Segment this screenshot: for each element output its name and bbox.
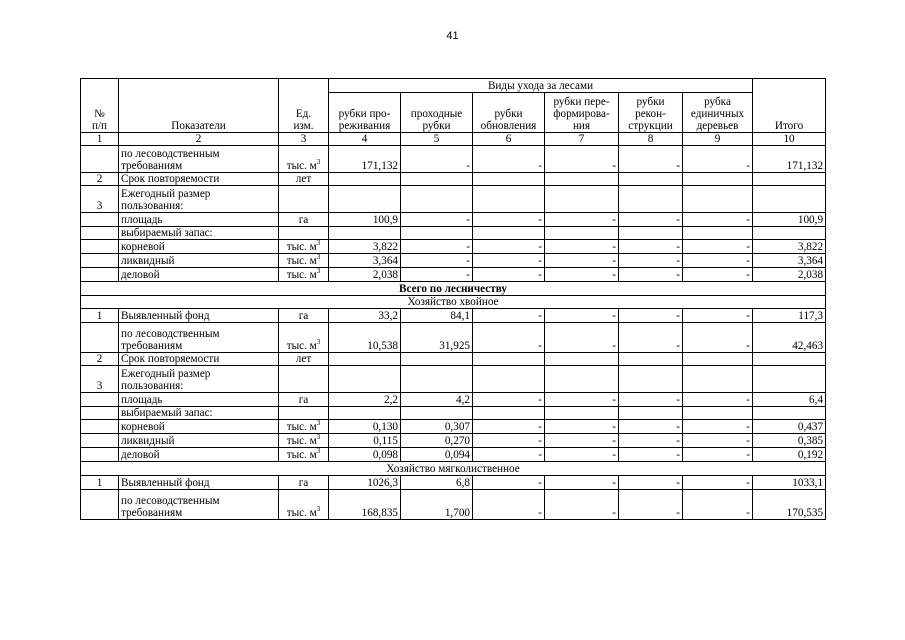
unit-cell: га bbox=[279, 393, 329, 407]
value-cell: 4,2 bbox=[401, 393, 473, 407]
value-cell: - bbox=[401, 268, 473, 282]
unit-cell: га bbox=[279, 213, 329, 227]
value-cell: - bbox=[545, 309, 619, 323]
value-cell: - bbox=[473, 448, 545, 462]
value-cell: - bbox=[473, 309, 545, 323]
value-cell: - bbox=[473, 434, 545, 448]
value-cell: - bbox=[545, 393, 619, 407]
total-cell: 6,4 bbox=[753, 393, 826, 407]
column-numbers-row bbox=[81, 133, 826, 146]
value-cell: 10,538 bbox=[329, 323, 401, 353]
value-cell: - bbox=[401, 213, 473, 227]
value-cell: 0,270 bbox=[401, 434, 473, 448]
total-cell: 171,132 bbox=[753, 146, 826, 173]
value-cell: - bbox=[401, 254, 473, 268]
total-cell: 0,192 bbox=[753, 448, 826, 462]
value-cell: 1,700 bbox=[401, 490, 473, 520]
value-cell: 2,2 bbox=[329, 393, 401, 407]
header-col-single-trees: рубка единичных деревьев bbox=[683, 93, 753, 133]
unit-cell: лет bbox=[279, 353, 329, 366]
value-cell: - bbox=[619, 213, 683, 227]
row-num: 3 bbox=[81, 186, 119, 213]
table-row bbox=[81, 186, 826, 213]
value-cell: - bbox=[473, 323, 545, 353]
value-cell: - bbox=[545, 434, 619, 448]
header-col-renewal: рубки обновления bbox=[473, 93, 545, 133]
row-label: Ежегодный размер пользования: bbox=[119, 186, 279, 213]
row-label: выбираемый запас: bbox=[119, 227, 279, 240]
row-label: площадь bbox=[119, 213, 279, 227]
value-cell: - bbox=[619, 420, 683, 434]
table-row bbox=[81, 254, 826, 268]
value-cell: 0,094 bbox=[401, 448, 473, 462]
row-label: Выявленный фонд bbox=[119, 309, 279, 323]
value-cell: - bbox=[473, 213, 545, 227]
value-cell: - bbox=[473, 420, 545, 434]
col-number: 1 bbox=[81, 133, 119, 146]
value-cell: 0,307 bbox=[401, 420, 473, 434]
value-cell: - bbox=[545, 213, 619, 227]
unit-cell: га bbox=[279, 476, 329, 490]
value-cell: 168,835 bbox=[329, 490, 401, 520]
unit-cell: лет bbox=[279, 173, 329, 186]
row-label: по лесоводственным требованиям bbox=[119, 323, 279, 353]
unit-cell: тыс. $м^3$ bbox=[279, 323, 329, 353]
page-number: 41 bbox=[446, 30, 459, 42]
table-row bbox=[81, 309, 826, 323]
value-cell: 0,130 bbox=[329, 420, 401, 434]
unit-cell: тыс. $м^3$ bbox=[279, 268, 329, 282]
row-label: по лесоводственным требованиям bbox=[119, 490, 279, 520]
value-cell: - bbox=[545, 476, 619, 490]
value-cell: - bbox=[473, 490, 545, 520]
value-cell: 3,822 bbox=[329, 240, 401, 254]
total-cell: 3,822 bbox=[753, 240, 826, 254]
value-cell: - bbox=[619, 476, 683, 490]
section-title-coniferous: Хозяйство хвойное bbox=[81, 296, 826, 309]
col-number: 8 bbox=[619, 133, 683, 146]
value-cell: - bbox=[473, 254, 545, 268]
table-row bbox=[81, 268, 826, 282]
value-cell: - bbox=[473, 476, 545, 490]
value-cell: - bbox=[683, 213, 753, 227]
unit-cell: тыс. $м^3$ bbox=[279, 490, 329, 520]
row-num: 1 bbox=[81, 309, 119, 323]
value-cell: - bbox=[683, 476, 753, 490]
table-row bbox=[81, 213, 826, 227]
total-cell: 42,463 bbox=[753, 323, 826, 353]
col-number: 3 bbox=[279, 133, 329, 146]
value-cell: - bbox=[683, 434, 753, 448]
total-cell: 1033,1 bbox=[753, 476, 826, 490]
row-label: площадь bbox=[119, 393, 279, 407]
value-cell: - bbox=[545, 254, 619, 268]
row-label: по лесоводственным требованиям bbox=[119, 146, 279, 173]
header-unit: Ед. изм. bbox=[279, 79, 329, 133]
row-label: деловой bbox=[119, 448, 279, 462]
table-row bbox=[81, 240, 826, 254]
row-label: ликвидный bbox=[119, 254, 279, 268]
header-col-passing: проходные рубки bbox=[401, 93, 473, 133]
unit-cell: тыс. $м^3$ bbox=[279, 254, 329, 268]
value-cell: 0,115 bbox=[329, 434, 401, 448]
value-cell: 33,2 bbox=[329, 309, 401, 323]
value-cell: 84,1 bbox=[401, 309, 473, 323]
value-cell: - bbox=[683, 240, 753, 254]
col-number: 5 bbox=[401, 133, 473, 146]
value-cell: - bbox=[683, 448, 753, 462]
value-cell: 171,132 bbox=[329, 146, 401, 173]
section-title-softwood: Хозяйство мягколиственное bbox=[81, 462, 826, 476]
table-row bbox=[81, 366, 826, 393]
col-number: 10 bbox=[753, 133, 826, 146]
table-row bbox=[81, 323, 826, 353]
row-label: Срок повторяемости bbox=[119, 353, 279, 366]
unit-cell: тыс. $м^3$ bbox=[279, 240, 329, 254]
total-cell: 170,535 bbox=[753, 490, 826, 520]
table-row bbox=[81, 353, 826, 366]
value-cell: 6,8 bbox=[401, 476, 473, 490]
total-cell: 0,437 bbox=[753, 420, 826, 434]
value-cell: 1026,3 bbox=[329, 476, 401, 490]
table-row bbox=[81, 420, 826, 434]
value-cell: 0,098 bbox=[329, 448, 401, 462]
table-row bbox=[81, 173, 826, 186]
value-cell: - bbox=[401, 240, 473, 254]
total-cell: 0,385 bbox=[753, 434, 826, 448]
value-cell: - bbox=[545, 448, 619, 462]
header-col-reformation: рубки пере- формирова- ния bbox=[545, 93, 619, 133]
col-number: 6 bbox=[473, 133, 545, 146]
value-cell: - bbox=[545, 268, 619, 282]
col-number: 9 bbox=[683, 133, 753, 146]
table-row bbox=[81, 227, 826, 240]
table-row bbox=[81, 407, 826, 420]
section-title-total: Всего по лесничеству bbox=[81, 282, 826, 296]
value-cell: - bbox=[545, 420, 619, 434]
table-row bbox=[81, 146, 826, 173]
unit-cell: тыс. $м^3$ bbox=[279, 146, 329, 173]
row-num: 2 bbox=[81, 173, 119, 186]
value-cell: 2,038 bbox=[329, 268, 401, 282]
table-row bbox=[81, 490, 826, 520]
value-cell: - bbox=[619, 490, 683, 520]
value-cell: - bbox=[683, 393, 753, 407]
value-cell: - bbox=[683, 323, 753, 353]
value-cell: - bbox=[619, 254, 683, 268]
total-cell: 117,3 bbox=[753, 309, 826, 323]
table-row bbox=[81, 448, 826, 462]
total-cell: 100,9 bbox=[753, 213, 826, 227]
value-cell: - bbox=[683, 490, 753, 520]
value-cell: - bbox=[545, 240, 619, 254]
value-cell: - bbox=[683, 309, 753, 323]
value-cell: - bbox=[683, 146, 753, 173]
row-label: Ежегодный размер пользования: bbox=[119, 366, 279, 393]
table-row bbox=[81, 476, 826, 490]
unit-cell: тыс. $м^3$ bbox=[279, 420, 329, 434]
col-number: 7 bbox=[545, 133, 619, 146]
header-indicators: Показатели bbox=[119, 79, 279, 133]
forest-care-table bbox=[80, 78, 826, 520]
row-num: 1 bbox=[81, 476, 119, 490]
value-cell: - bbox=[545, 323, 619, 353]
value-cell: - bbox=[683, 268, 753, 282]
unit-cell: тыс. $м^3$ bbox=[279, 434, 329, 448]
header-total: Итого bbox=[753, 79, 826, 133]
row-label: деловой bbox=[119, 268, 279, 282]
row-label: корневой bbox=[119, 420, 279, 434]
header-col-thinning: рубки про- реживания bbox=[329, 93, 401, 133]
value-cell: - bbox=[619, 448, 683, 462]
value-cell: 100,9 bbox=[329, 213, 401, 227]
row-num: 3 bbox=[81, 366, 119, 393]
header-num: № п/п bbox=[81, 79, 119, 133]
value-cell: - bbox=[473, 393, 545, 407]
col-number: 4 bbox=[329, 133, 401, 146]
header-care-types: Виды ухода за лесами bbox=[329, 79, 753, 93]
value-cell: - bbox=[401, 146, 473, 173]
value-cell: 31,925 bbox=[401, 323, 473, 353]
value-cell: - bbox=[619, 434, 683, 448]
row-label: Выявленный фонд bbox=[119, 476, 279, 490]
value-cell: - bbox=[683, 254, 753, 268]
unit-cell: тыс. $м^3$ bbox=[279, 448, 329, 462]
value-cell: - bbox=[619, 393, 683, 407]
value-cell: - bbox=[619, 240, 683, 254]
table-row bbox=[81, 393, 826, 407]
row-label: выбираемый запас: bbox=[119, 407, 279, 420]
row-label: корневой bbox=[119, 240, 279, 254]
value-cell: - bbox=[545, 490, 619, 520]
header-col-reconstruction: рубки рекон- струкции bbox=[619, 93, 683, 133]
value-cell: - bbox=[683, 420, 753, 434]
value-cell: - bbox=[619, 309, 683, 323]
value-cell: 3,364 bbox=[329, 254, 401, 268]
row-label: Срок повторяемости bbox=[119, 173, 279, 186]
col-number: 2 bbox=[119, 133, 279, 146]
total-cell: 2,038 bbox=[753, 268, 826, 282]
value-cell: - bbox=[619, 146, 683, 173]
value-cell: - bbox=[473, 146, 545, 173]
row-label: ликвидный bbox=[119, 434, 279, 448]
row-num: 2 bbox=[81, 353, 119, 366]
value-cell: - bbox=[619, 323, 683, 353]
value-cell: - bbox=[473, 240, 545, 254]
value-cell: - bbox=[545, 146, 619, 173]
total-cell: 3,364 bbox=[753, 254, 826, 268]
table-row bbox=[81, 434, 826, 448]
value-cell: - bbox=[619, 268, 683, 282]
value-cell: - bbox=[473, 268, 545, 282]
unit-cell: га bbox=[279, 309, 329, 323]
